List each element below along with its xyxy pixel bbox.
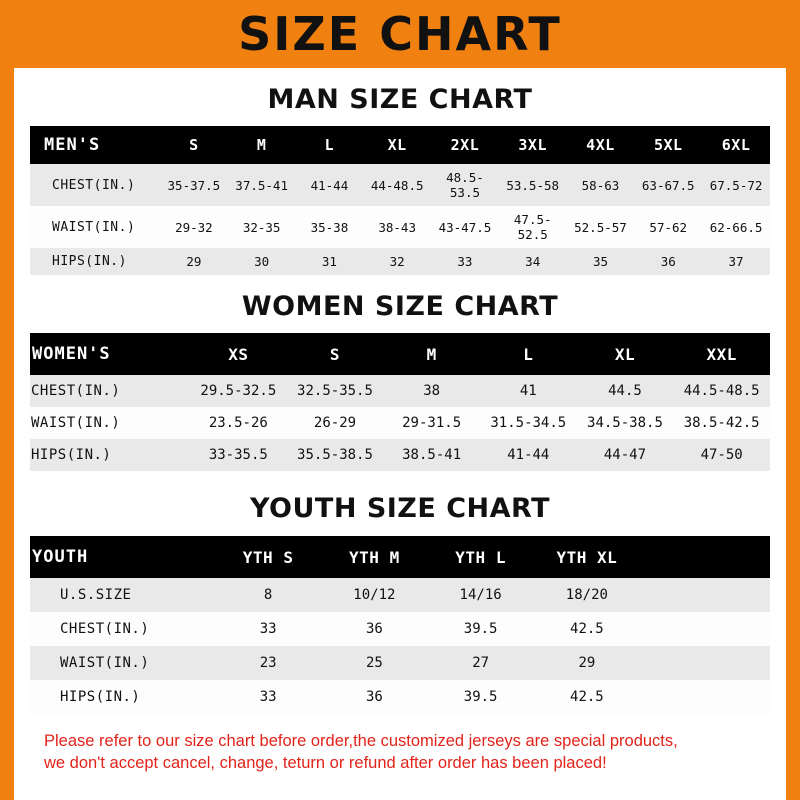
men-row-header: MEN'S [30, 126, 160, 164]
cell: 33 [431, 248, 499, 275]
cell: 52.5-57 [567, 206, 635, 248]
cell: 32.5-35.5 [287, 375, 384, 407]
cell: 37 [702, 248, 770, 275]
column-header: YTH XL [534, 536, 640, 578]
cell: 18/20 [534, 578, 640, 612]
cell: 29.5-32.5 [190, 375, 287, 407]
cell: 10/12 [321, 578, 427, 612]
cell: 34 [499, 248, 567, 275]
cell: 34.5-38.5 [577, 407, 674, 439]
column-header-spacer [640, 536, 770, 578]
cell: 53.5-58 [499, 164, 567, 206]
cell: 38 [383, 375, 480, 407]
notice-line-2: we don't accept cancel, change, teturn or refund after order has been placed! [44, 754, 607, 773]
row-label: CHEST(IN.) [30, 375, 190, 407]
row-label: CHEST(IN.) [30, 612, 215, 646]
column-header: 3XL [499, 126, 567, 164]
row-label: CHEST(IN.) [30, 164, 160, 206]
row-label: HIPS(IN.) [30, 680, 215, 714]
cell: 57-62 [634, 206, 702, 248]
cell: 38-43 [363, 206, 431, 248]
cell: 42.5 [534, 680, 640, 714]
cell: 58-63 [567, 164, 635, 206]
column-header: XL [363, 126, 431, 164]
cell: 43-47.5 [431, 206, 499, 248]
cell-spacer [640, 612, 770, 646]
column-header: L [296, 126, 364, 164]
table-header-row [30, 333, 770, 375]
youth-size-table [30, 536, 770, 714]
cell: 23.5-26 [190, 407, 287, 439]
cell: 33 [215, 680, 321, 714]
table-row [30, 578, 770, 612]
women-size-table [30, 333, 770, 471]
cell: 25 [321, 646, 427, 680]
table-row [30, 164, 770, 206]
cell: 36 [321, 612, 427, 646]
cell: 35-38 [296, 206, 364, 248]
column-header: YTH S [215, 536, 321, 578]
cell: 35-37.5 [160, 164, 228, 206]
cell: 44.5-48.5 [673, 375, 770, 407]
notice-line-1: Please refer to our size chart before order,the customized jerseys are special products, [44, 732, 678, 750]
cell: 32 [363, 248, 431, 275]
row-label: WAIST(IN.) [30, 206, 160, 248]
cell: 26-29 [287, 407, 384, 439]
cell: 27 [428, 646, 534, 680]
cell: 44.5 [577, 375, 674, 407]
cell: 39.5 [428, 680, 534, 714]
row-label: WAIST(IN.) [30, 407, 190, 439]
cell: 37.5-41 [228, 164, 296, 206]
cell-spacer [640, 646, 770, 680]
cell: 38.5-42.5 [673, 407, 770, 439]
section-title-youth: YOUTH SIZE CHART [249, 493, 551, 524]
cell: 29 [534, 646, 640, 680]
cell: 39.5 [428, 612, 534, 646]
youth-row-header: YOUTH [30, 536, 215, 578]
table-row [30, 680, 770, 714]
row-label: HIPS(IN.) [30, 248, 160, 275]
column-header: 6XL [702, 126, 770, 164]
cell: 35.5-38.5 [287, 439, 384, 471]
chart-content [14, 84, 786, 775]
men-size-table [30, 126, 770, 275]
cell: 33 [215, 612, 321, 646]
cell: 41-44 [296, 164, 364, 206]
cell: 29 [160, 248, 228, 275]
cell: 62-66.5 [702, 206, 770, 248]
cell-spacer [640, 578, 770, 612]
table-header-row [30, 536, 770, 578]
table-row [30, 407, 770, 439]
cell: 63-67.5 [634, 164, 702, 206]
column-header: M [228, 126, 296, 164]
cell: 35 [567, 248, 635, 275]
cell: 67.5-72 [702, 164, 770, 206]
cell: 38.5-41 [383, 439, 480, 471]
cell: 31 [296, 248, 364, 275]
cell: 14/16 [428, 578, 534, 612]
cell: 33-35.5 [190, 439, 287, 471]
cell: 44-47 [577, 439, 674, 471]
cell: 44-48.5 [363, 164, 431, 206]
row-label: WAIST(IN.) [30, 646, 215, 680]
cell: 36 [321, 680, 427, 714]
column-header: M [383, 333, 480, 375]
cell-spacer [640, 680, 770, 714]
table-row [30, 248, 770, 275]
column-header: 5XL [634, 126, 702, 164]
section-title-man: MAN SIZE CHART [267, 84, 533, 115]
cell: 47-50 [673, 439, 770, 471]
cell: 36 [634, 248, 702, 275]
cell: 47.5-52.5 [499, 206, 567, 248]
table-row [30, 206, 770, 248]
cell: 31.5-34.5 [480, 407, 577, 439]
column-header: 2XL [431, 126, 499, 164]
row-label: U.S.SIZE [30, 578, 215, 612]
cell: 41 [480, 375, 577, 407]
cell: 8 [215, 578, 321, 612]
order-notice [30, 730, 770, 775]
section-title-women: WOMEN SIZE CHART [241, 291, 559, 322]
cell: 29-31.5 [383, 407, 480, 439]
women-row-header: WOMEN'S [30, 333, 190, 375]
column-header: YTH L [428, 536, 534, 578]
table-row [30, 439, 770, 471]
column-header: L [480, 333, 577, 375]
table-header-row [30, 126, 770, 164]
column-header: 4XL [567, 126, 635, 164]
table-row [30, 612, 770, 646]
table-row [30, 375, 770, 407]
column-header: YTH M [321, 536, 427, 578]
column-header: S [160, 126, 228, 164]
cell: 42.5 [534, 612, 640, 646]
cell: 48.5-53.5 [431, 164, 499, 206]
cell: 32-35 [228, 206, 296, 248]
table-row [30, 646, 770, 680]
page-banner [0, 0, 800, 68]
column-header: XXL [673, 333, 770, 375]
cell: 23 [215, 646, 321, 680]
cell: 41-44 [480, 439, 577, 471]
cell: 30 [228, 248, 296, 275]
column-header: XS [190, 333, 287, 375]
cell: 29-32 [160, 206, 228, 248]
column-header: XL [577, 333, 674, 375]
row-label: HIPS(IN.) [30, 439, 190, 471]
page-title: SIZE CHART [238, 7, 562, 61]
column-header: S [287, 333, 384, 375]
